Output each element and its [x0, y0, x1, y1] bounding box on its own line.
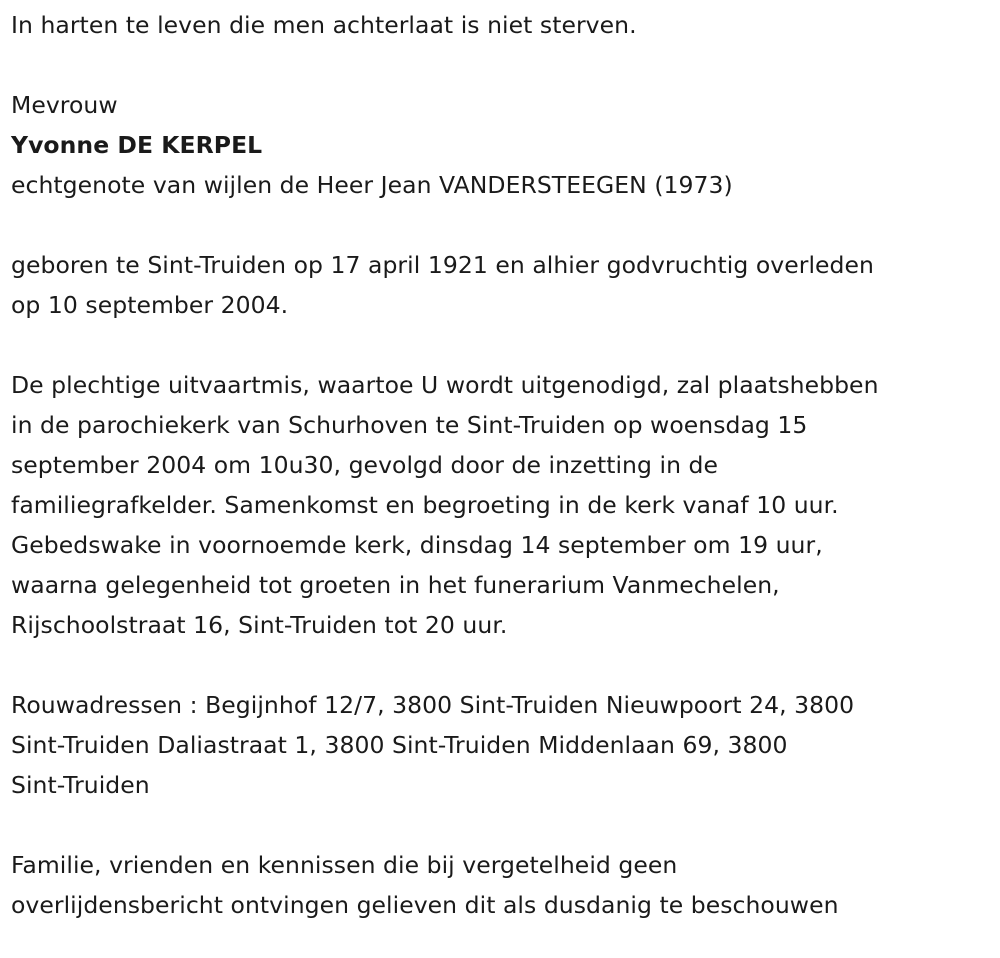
paragraph-line: geboren te Sint-Truiden op 17 april 1921 en alhier godvruchtig overleden — [11, 251, 874, 279]
paragraph-line: in de parochiekerk van Schurhoven te Sint-Truiden op woensdag 15 — [11, 411, 808, 439]
paragraph-line: Rijschoolstraat 16, Sint-Truiden tot 20 uur. — [11, 611, 508, 639]
paragraph-line: Gebedswake in voornoemde kerk, dinsdag 14 september om 19 uur, — [11, 531, 823, 559]
paragraph-line: familiegrafkelder. Samenkomst en begroeting in de kerk vanaf 10 uur. — [11, 491, 839, 519]
motto: In harten te leven die men achterlaat is niet sterven. — [11, 11, 637, 39]
paragraph-line: september 2004 om 10u30, gevolgd door de inzetting in de — [11, 451, 719, 479]
paragraph-line: De plechtige uitvaartmis, waartoe U wordt uitgenodigd, zal plaatshebben — [11, 371, 879, 399]
honorific: Mevrouw — [11, 91, 118, 119]
funeral-paragraph — [11, 365, 996, 645]
closing-paragraph — [11, 845, 996, 925]
spacer — [11, 805, 996, 845]
paragraph-line: waarna gelegenheid tot groeten in het funerarium Vanmechelen, — [11, 571, 780, 599]
birth-death-paragraph — [11, 245, 996, 325]
paragraph-line: overlijdensbericht ontvingen gelieven dit als dusdanig te beschouwen — [11, 891, 839, 919]
paragraph-line: Sint-Truiden — [11, 771, 150, 799]
paragraph-line: Rouwadressen : Begijnhof 12/7, 3800 Sint-Truiden Nieuwpoort 24, 3800 — [11, 691, 855, 719]
paragraph-line: op 10 september 2004. — [11, 291, 289, 319]
paragraph-line: Sint-Truiden Daliastraat 1, 3800 Sint-Truiden Middenlaan 69, 3800 — [11, 731, 788, 759]
spacer — [11, 205, 996, 245]
paragraph-line: Familie, vrienden en kennissen die bij vergetelheid geen — [11, 851, 678, 879]
spouse-line: echtgenote van wijlen de Heer Jean VANDERSTEEGEN (1973) — [11, 171, 733, 199]
spacer — [11, 645, 996, 685]
addresses-paragraph — [11, 685, 996, 805]
spacer — [11, 325, 996, 365]
death-notice — [11, 0, 996, 925]
deceased-name: Yvonne DE KERPEL — [11, 131, 263, 159]
spacer — [11, 45, 996, 85]
